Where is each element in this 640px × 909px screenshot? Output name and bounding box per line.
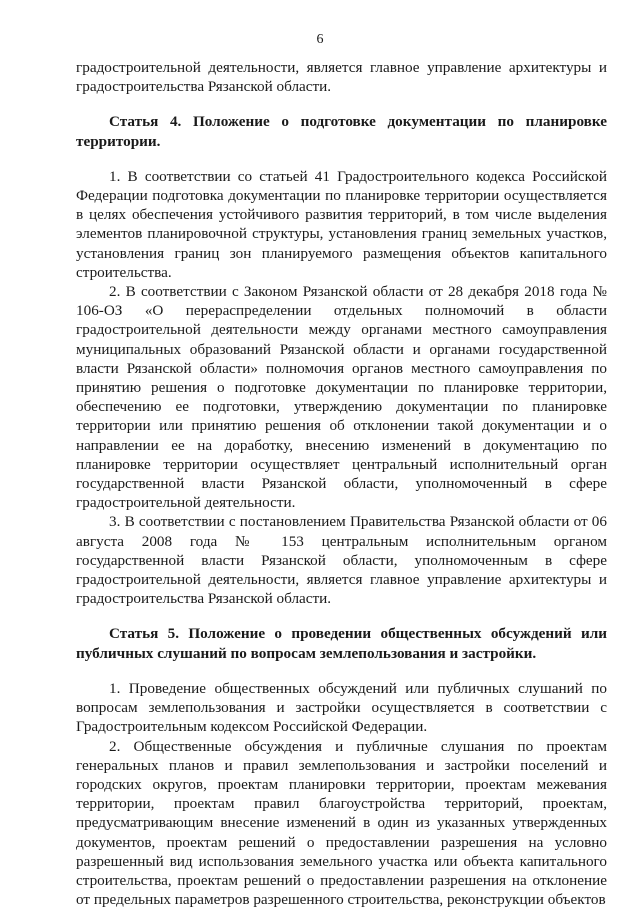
article-5-item-1: 1. Проведение общественных обсуждений или публичных слушаний по вопросам землепользования и застройки осуществляется в соответствии с Градостроительным кодексом Российской Федерации. — [76, 679, 607, 737]
article-4-item-1: 1. В соответствии со статьей 41 Градостроительного кодекса Российской Федерации подготовка документации по планировке территории осуществляется в целях обеспечения устойчивого развития территорий, в том числе выделения элементов планировочной структуры, установления границ земельных участков, установления границ зон планируемого размещения объектов капитального строительства. — [76, 167, 607, 282]
article-5-item-2: 2. Общественные обсуждения и публичные слушания по проектам генеральных планов и правил землепользования и застройки поселений и городских округов, проектам планировки территории, проектам межевания территории, проектам правил благоустройства территорий, проектам, предусматривающим внесение изменений в один из указанных утвержденных документов, проектам решений о предоставлении разрешения на условно разрешенный вид использования земельного участка или объекта капитального строительства, проектам решений о предоставлении разрешения на отклонение от предельных параметров разрешенного строительства, реконструкции объектов — [76, 737, 607, 909]
article-4-heading: Статья 4. Положение о подготовке документации по планировке территории. — [76, 112, 607, 150]
article-4-item-3: 3. В соответствии с постановлением Правительства Рязанской области от 06 августа 2008 года № 153 центральным исполнительным органом государственной власти Рязанской области, уполномоченным в сфере градостроительной деятельности, является главное управление архитектуры и градостроительства Рязанской области. — [76, 512, 607, 608]
page-number: 6 — [0, 32, 640, 48]
article-4-item-2: 2. В соответствии с Законом Рязанской области от 28 декабря 2018 года № 106-ОЗ «О перераспределении отдельных полномочий в области градостроительной деятельности между органами местного самоуправления муниципальных образований Рязанской области и органами государственной власти Рязанской области» полномочия органов местного самоуправления по принятию решения о подготовке документации по планировке территории, обеспечению ее подготовки, утверждению документации по планировке территории или принятию решения об отклонении такой документации и о направлении ее на доработку, внесению изменений в документацию по планировке территории осуществляет центральный исполнительный орган государственной власти Рязанской области, уполномоченный в сфере градостроительной деятельности. — [76, 282, 607, 512]
document-body — [76, 58, 607, 909]
article-5-heading: Статья 5. Положение о проведении общественных обсуждений или публичных слушаний по вопросам землепользования и застройки. — [76, 624, 607, 662]
paragraph-continuation: градостроительной деятельности, является главное управление архитектуры и градостроительства Рязанской области. — [76, 58, 607, 96]
